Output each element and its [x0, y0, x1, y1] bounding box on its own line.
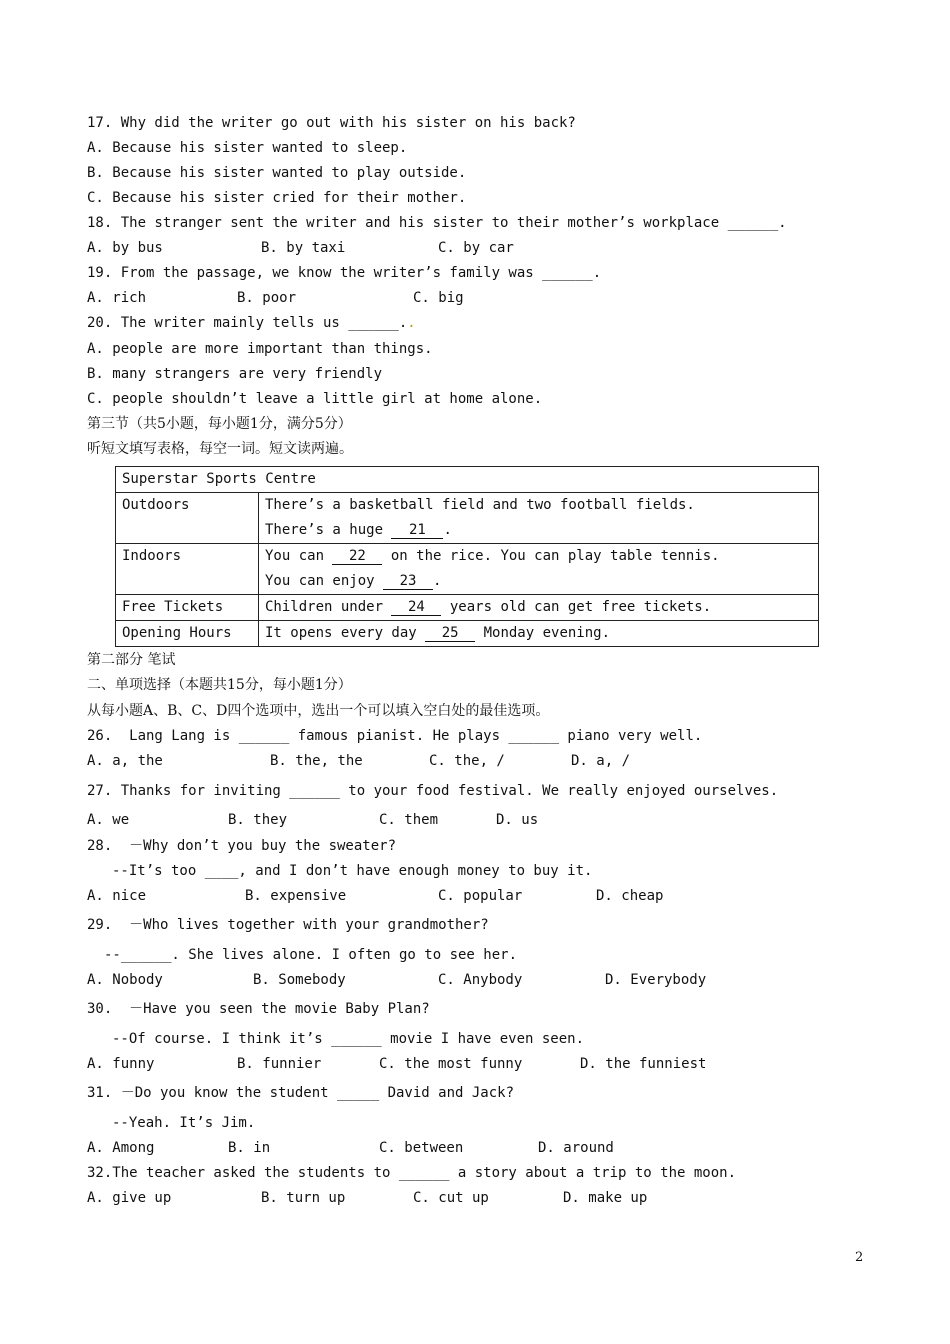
q18-stem: 18. The stranger sent the writer and his sister to their mother’s workplace ______.	[87, 215, 787, 231]
q26-option-b: B. the, the	[270, 753, 363, 769]
q29-option-c: C. Anybody	[438, 972, 523, 988]
q19-stem: 19. From the passage, we know the writer’s family was ______.	[87, 265, 602, 281]
row-label-indoors: Indoors	[116, 544, 259, 595]
q18-option-a: A. by bus	[87, 240, 163, 256]
q17-option-c: C. Because his sister cried for their mother.	[87, 190, 467, 206]
q31-option-c: C. between	[379, 1140, 464, 1156]
table-row	[116, 544, 819, 595]
q32-option-b: B. turn up	[261, 1190, 346, 1206]
q31-stem: 31. －Do you know the student _____ David and Jack?	[87, 1085, 515, 1101]
q28-option-c: C. popular	[438, 888, 523, 904]
q17-stem: 17. Why did the writer go out with his sister on his back?	[87, 115, 576, 131]
q18-option-b: B. by taxi	[261, 240, 346, 256]
q28-stem: 28. －Why don’t you buy the sweater?	[87, 838, 397, 854]
q27-stem: 27. Thanks for inviting ______ to your food festival. We really enjoyed ourselves.	[87, 783, 779, 799]
part2-instruction: 从每小题A、B、C、D四个选项中，选出一个可以填入空白处的最佳选项。	[87, 703, 550, 719]
q28-option-d: D. cheap	[596, 888, 664, 904]
q29-reply: --______. She lives alone. I often go to see her.	[104, 947, 518, 963]
blank-22: 22	[332, 548, 382, 565]
q20-stem: 20. The writer mainly tells us ______..	[87, 315, 416, 331]
row-label-opening-hours: Opening Hours	[116, 621, 259, 647]
table-row	[116, 621, 819, 647]
table-row	[116, 493, 819, 544]
q27-option-d: D. us	[496, 812, 539, 828]
q28-option-b: B. expensive	[245, 888, 347, 904]
q28-reply: --It’s too ____, and I don’t have enough money to buy it.	[112, 863, 593, 879]
q30-option-c: C. the most funny	[379, 1056, 523, 1072]
q19-option-c: C. big	[413, 290, 464, 306]
q32-option-c: C. cut up	[413, 1190, 489, 1206]
q32-stem: 32.The teacher asked the students to ______ a story about a trip to the moon.	[87, 1165, 737, 1181]
q31-reply: --Yeah. It’s Jim.	[112, 1115, 256, 1131]
table-header: Superstar Sports Centre	[116, 467, 819, 493]
q26-option-c: C. the, /	[429, 753, 505, 769]
sports-centre-table	[115, 466, 819, 647]
q17-option-b: B. Because his sister wanted to play outside.	[87, 165, 467, 181]
q31-option-b: B. in	[228, 1140, 271, 1156]
row-content-free-tickets: Children under 24 years old can get free tickets.	[259, 595, 819, 621]
q27-option-a: A. we	[87, 812, 130, 828]
q32-option-a: A. give up	[87, 1190, 172, 1206]
q17-option-a: A. Because his sister wanted to sleep.	[87, 140, 408, 156]
q26-option-a: A. a, the	[87, 753, 163, 769]
section3-instruction: 听短文填写表格，每空一词。短文读两遍。	[87, 441, 353, 457]
blank-25: 25	[425, 625, 475, 642]
q20-option-a: A. people are more important than things.	[87, 341, 433, 357]
q19-option-b: B. poor	[237, 290, 297, 306]
row-label-outdoors: Outdoors	[116, 493, 259, 544]
q32-option-d: D. make up	[563, 1190, 648, 1206]
q30-option-a: A. funny	[87, 1056, 155, 1072]
q18-option-c: C. by car	[438, 240, 514, 256]
row-content-outdoors: There’s a basketball field and two football fields. There’s a huge 21 .	[259, 493, 819, 544]
q30-stem: 30. －Have you seen the movie Baby Plan?	[87, 1001, 430, 1017]
q30-option-d: D. the funniest	[580, 1056, 707, 1072]
section3-title: 第三节（共5小题，每小题1分，满分5分）	[87, 416, 352, 432]
q20-stem-dot: .	[407, 315, 416, 331]
q30-option-b: B. funnier	[237, 1056, 322, 1072]
page-number: 2	[855, 1250, 864, 1265]
q30-reply: --Of course. I think it’s ______ movie I have even seen.	[112, 1031, 585, 1047]
q20-option-b: B. many strangers are very friendly	[87, 366, 383, 382]
q31-option-d: D. around	[538, 1140, 614, 1156]
q19-option-a: A. rich	[87, 290, 147, 306]
q29-option-d: D. Everybody	[605, 972, 707, 988]
blank-23: 23	[383, 573, 433, 590]
part2-title: 第二部分 笔试	[87, 652, 176, 668]
q26-option-d: D. a, /	[571, 753, 631, 769]
q20-option-c: C. people shouldn’t leave a little girl at home alone.	[87, 391, 543, 407]
q29-option-a: A. Nobody	[87, 972, 163, 988]
q28-option-a: A. nice	[87, 888, 147, 904]
row-label-free-tickets: Free Tickets	[116, 595, 259, 621]
row-content-indoors: You can 22 on the rice. You can play table tennis. You can enjoy 23 .	[259, 544, 819, 595]
part2-section: 二、单项选择（本题共15分，每小题1分）	[87, 677, 352, 693]
row-content-opening-hours: It opens every day 25 Monday evening.	[259, 621, 819, 647]
blank-24: 24	[391, 599, 441, 616]
q29-option-b: B. Somebody	[253, 972, 346, 988]
q27-option-c: C. them	[379, 812, 439, 828]
q26-stem: 26. Lang Lang is ______ famous pianist. He plays ______ piano very well.	[87, 728, 703, 744]
blank-21: 21	[391, 522, 443, 539]
q29-stem: 29. －Who lives together with your grandmother?	[87, 917, 489, 933]
q27-option-b: B. they	[228, 812, 288, 828]
table-row	[116, 595, 819, 621]
q31-option-a: A. Among	[87, 1140, 155, 1156]
